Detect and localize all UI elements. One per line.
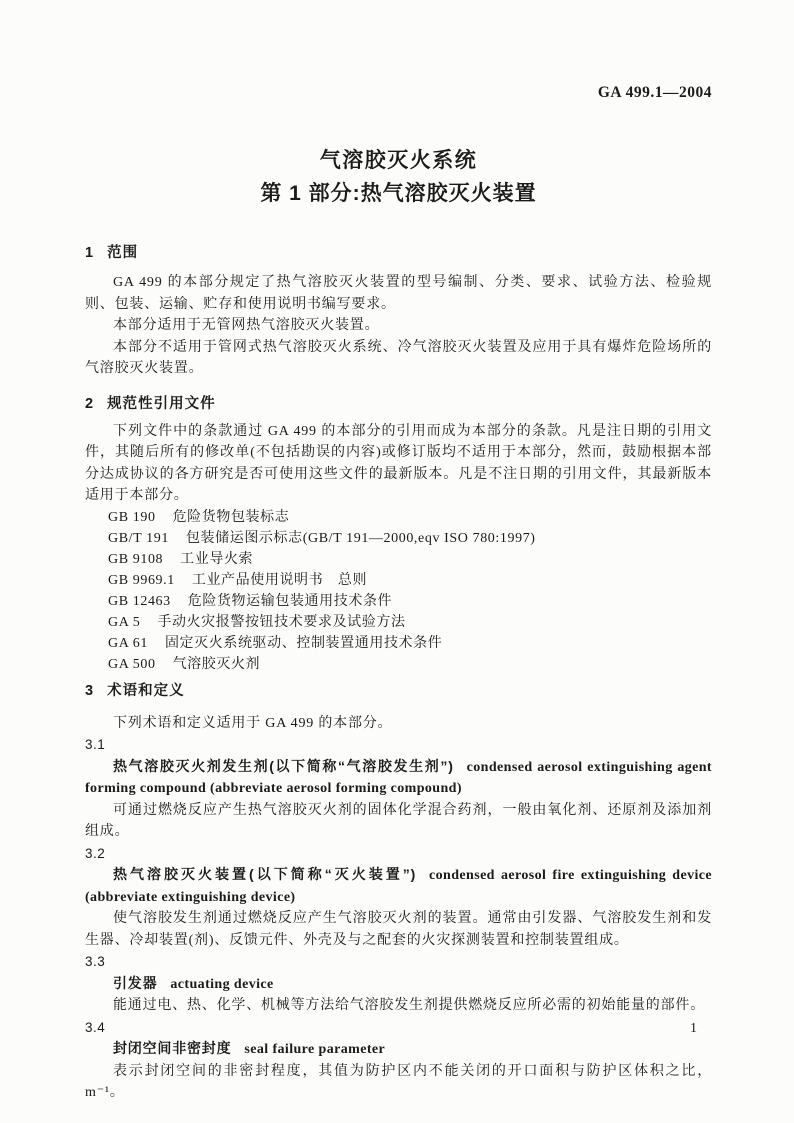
term-heading xyxy=(85,756,712,800)
reference-title: 包装储运图示标志(GB/T 191—2000,eqv ISO 780:1997) xyxy=(185,530,536,546)
reference-item xyxy=(85,633,712,654)
section-3-title: 术语和定义 xyxy=(107,682,185,699)
reference-code: GA 5 xyxy=(108,614,141,630)
reference-code: GB 190 xyxy=(108,509,156,525)
reference-title: 气溶胶灭火剂 xyxy=(172,656,261,672)
reference-title: 手动火灾报警按钮技术要求及试验方法 xyxy=(157,614,406,630)
term-definition: 使气溶胶发生剂通过燃烧反应产生气溶胶灭火剂的装置。通常由引发器、气溶胶发生剂和发生器、冷却装置(剂)、反馈元件、外壳及与之配套的火灾探测装置和控制装置组成。 xyxy=(85,911,712,948)
term-3-2 xyxy=(85,843,712,952)
term-number: 3.2 xyxy=(85,845,106,861)
term-3-3 xyxy=(85,951,712,1017)
term-name-english: actuating device xyxy=(170,976,274,992)
section-2-heading xyxy=(85,394,712,414)
title-line-1: 气溶胶灭火系统 xyxy=(319,149,478,172)
document-title xyxy=(85,147,712,208)
terms-intro-paragraph: 下列术语和定义适用于 GA 499 的本部分。 xyxy=(113,715,393,731)
reference-title: 危险货物包装标志 xyxy=(172,509,290,525)
term-name-english: seal failure parameter xyxy=(244,1042,386,1057)
reference-item xyxy=(85,570,712,591)
scope-paragraph: 本部分适用于无管网热气溶胶灭火装置。 xyxy=(113,318,380,333)
term-name-chinese: 热气溶胶灭火装置(以下简称“灭火装置”) xyxy=(113,866,417,882)
reference-title: 工业导火索 xyxy=(180,551,254,567)
term-definition: 表示封闭空间的非密封程度，其值为防护区内不能关闭的开口面积与防护区体积之比，m⁻¹。 xyxy=(85,1063,712,1100)
term-name-chinese: 热气溶胶灭火剂发生剂(以下简称“气溶胶发生剂”) xyxy=(113,757,454,774)
standard-number: GA 499.1—2004 xyxy=(597,84,712,101)
term-definition: 可通过燃烧反应产生热气溶胶灭火剂的固体化学混合药剂，一般由氧化剂、还原剂及添加剂组成。 xyxy=(85,802,712,839)
normative-references-list xyxy=(85,507,712,675)
section-3-number: 3 xyxy=(85,682,95,699)
reference-item xyxy=(85,612,712,633)
reference-item xyxy=(85,528,712,549)
term-name-chinese: 引发器 xyxy=(113,974,158,991)
term-name-english: condensed aerosol fire extinguishing device (abbreviate extinguishing device) xyxy=(85,868,712,905)
reference-code: GB 12463 xyxy=(108,593,171,609)
reference-item xyxy=(85,591,712,612)
term-name-chinese: 封闭空间非密封度 xyxy=(113,1040,232,1056)
reference-title: 工业产品使用说明书 总则 xyxy=(191,572,368,588)
section-1-number: 1 xyxy=(85,245,95,261)
term-heading xyxy=(85,864,712,908)
reference-title: 危险货物运输包装通用技术条件 xyxy=(187,593,393,609)
section-2-title: 规范性引用文件 xyxy=(107,395,216,412)
term-heading xyxy=(85,973,712,996)
section-3-heading xyxy=(85,681,712,701)
section-2-number: 2 xyxy=(85,395,95,412)
page-number: 1 xyxy=(690,1021,697,1036)
term-number: 3.4 xyxy=(85,1019,106,1035)
reference-code: GA 500 xyxy=(108,656,156,672)
term-number: 3.1 xyxy=(85,737,106,752)
scope-paragraph: 本部分不适用于管网式热气溶胶灭火系统、冷气溶胶灭火装置及应用于具有爆炸危险场所的气溶胶灭火装置。 xyxy=(85,339,712,376)
term-heading xyxy=(85,1038,712,1061)
references-intro-paragraph: 下列文件中的条款通过 GA 499 的本部分的引用而成为本部分的条款。凡是注日期的引用文件，其随后所有的修改单(不包括勘误的内容)或修订版均不适用于本部分，然而，鼓励根据本部分达成协议的各方研究是否可使用这些文件的最新版本。凡是不注日期的引用文件，其最新版本适用于本部分。 xyxy=(85,423,712,503)
term-3-4 xyxy=(85,1017,712,1104)
term-name-english: condensed aerosol extinguishing agent forming compound (abbreviate aerosol forming compound) xyxy=(85,759,712,796)
reference-item xyxy=(85,507,712,528)
reference-item xyxy=(85,549,712,570)
reference-code: GB 9969.1 xyxy=(108,572,175,588)
reference-code: GA 61 xyxy=(108,635,148,651)
term-3-1 xyxy=(85,734,712,843)
reference-item xyxy=(85,654,712,675)
term-definition: 能通过电、热、化学、机械等方法给气溶胶发生剂提供燃烧反应所必需的初始能量的部件。 xyxy=(113,998,705,1013)
reference-code: GB/T 191 xyxy=(108,530,169,546)
term-number: 3.3 xyxy=(85,954,106,969)
title-line-2: 第 1 部分:热气溶胶灭火装置 xyxy=(260,182,537,205)
section-1-heading xyxy=(85,243,712,263)
reference-code: GB 9108 xyxy=(108,551,164,567)
reference-title: 固定灭火系统驱动、控制装置通用技术条件 xyxy=(164,635,443,651)
scope-paragraph: GA 499 的本部分规定了热气溶胶灭火装置的型号编制、分类、要求、试验方法、检验规则、包装、运输、贮存和使用说明书编写要求。 xyxy=(85,275,712,312)
section-1-title: 范围 xyxy=(107,245,139,261)
